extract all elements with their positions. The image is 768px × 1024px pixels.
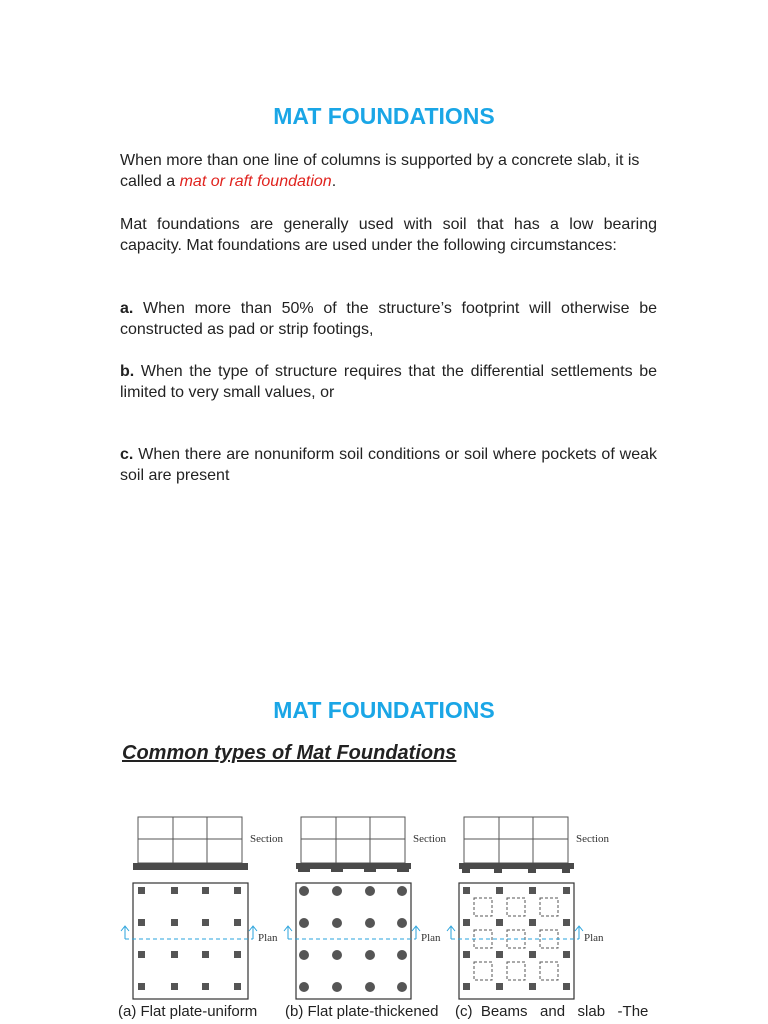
arrow-right bbox=[412, 926, 420, 939]
list-marker: c. bbox=[120, 446, 134, 463]
subheading: Common types of Mat Foundations bbox=[122, 742, 457, 764]
arrow-right bbox=[249, 926, 257, 939]
arrow-left bbox=[121, 926, 129, 939]
arrow-left bbox=[447, 926, 455, 939]
list-text: When more than 50% of the structure’s footprint will otherwise be constructed as pad or strip footings, bbox=[120, 300, 657, 338]
list-text: When the type of structure requires that the differential settlements be limited to very small values, or bbox=[120, 363, 657, 401]
plan-outline bbox=[133, 883, 248, 999]
panel-flat-plate-uniform bbox=[121, 817, 283, 999]
intro-suffix: . bbox=[331, 173, 337, 190]
plan-label: Plan bbox=[258, 932, 278, 944]
list-item-c bbox=[120, 444, 657, 486]
plan-label: Plan bbox=[584, 932, 604, 944]
usage-paragraph: Mat foundations are generally used with soil that has a low bearing capacity. Mat foundations are used under the following circumstances: bbox=[120, 216, 657, 254]
section-title: MAT FOUNDATIONS bbox=[273, 697, 495, 723]
list-marker: b. bbox=[120, 363, 135, 380]
arrow-right bbox=[575, 926, 583, 939]
panel-flat-plate-thickened bbox=[284, 817, 446, 999]
plan-outline bbox=[459, 883, 574, 999]
caption-c: (c) Beams and slab -The bbox=[455, 1003, 649, 1020]
section-label: Section bbox=[413, 833, 446, 845]
building-frame bbox=[464, 817, 568, 863]
section-label: Section bbox=[250, 833, 283, 845]
list-item-a bbox=[120, 298, 657, 340]
intro-text: When more than one line of columns is supported by a concrete slab, it is called a bbox=[120, 152, 640, 190]
slab-with-beams bbox=[459, 863, 574, 869]
slab-thickened bbox=[296, 863, 411, 869]
list-marker: a. bbox=[120, 300, 134, 317]
panel-beams-and-slab bbox=[447, 817, 609, 999]
list-text: When there are nonuniform soil conditions or soil where pockets of weak soil are present bbox=[120, 446, 657, 484]
building-frame bbox=[138, 817, 242, 863]
caption-a: (a) Flat plate-uniform bbox=[118, 1003, 258, 1020]
intro-paragraph bbox=[120, 150, 660, 192]
plan-outline bbox=[296, 883, 411, 999]
arrow-left bbox=[284, 926, 292, 939]
caption-b: (b) Flat plate-thickened bbox=[285, 1003, 439, 1020]
mat-foundation-diagram bbox=[0, 805, 768, 1001]
page-title: MAT FOUNDATIONS bbox=[273, 103, 495, 129]
slab-uniform bbox=[133, 863, 248, 870]
section-label: Section bbox=[576, 833, 609, 845]
list-item-b bbox=[120, 361, 657, 403]
building-frame bbox=[301, 817, 405, 863]
beam-stubs bbox=[462, 869, 570, 873]
mat-raft-highlight: mat or raft foundation bbox=[179, 173, 332, 190]
thickened-areas bbox=[298, 869, 409, 872]
plan-label: Plan bbox=[421, 932, 441, 944]
